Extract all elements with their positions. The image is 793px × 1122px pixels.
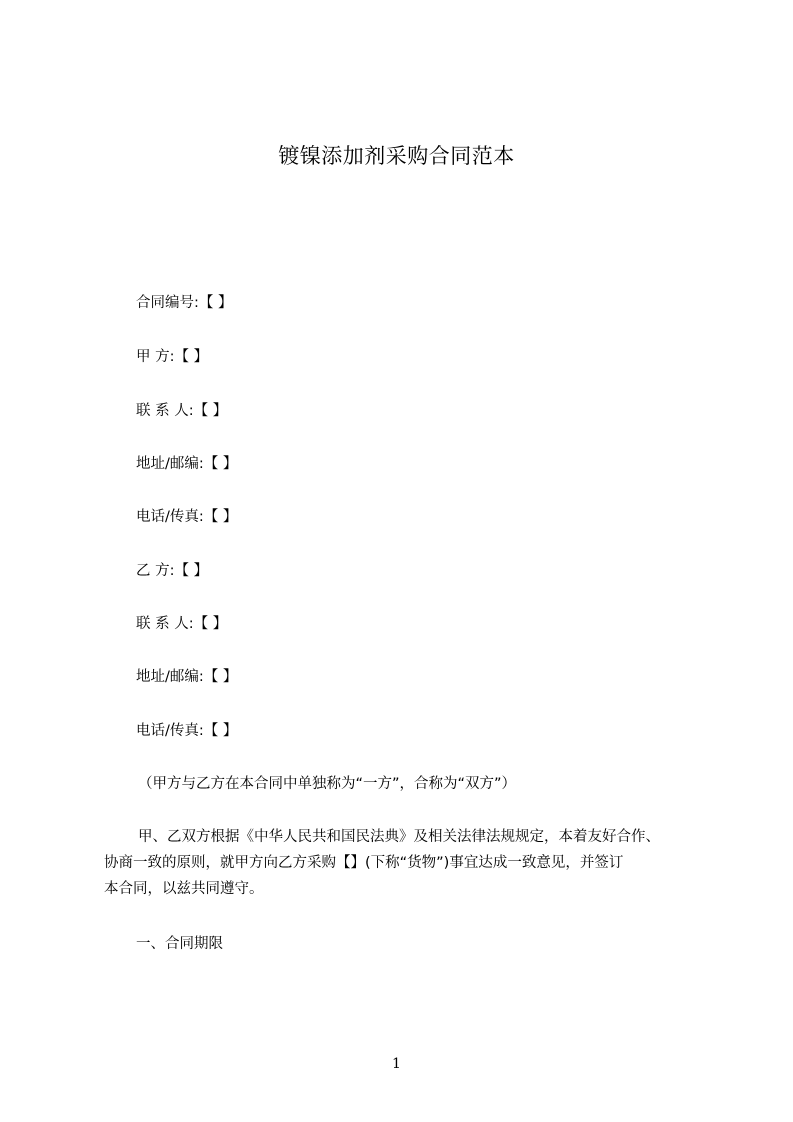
party-b-phone-field: 电话/传真:【 】: [136, 723, 238, 739]
party-b-field: 乙 方:【 】: [136, 563, 209, 579]
section-heading: 一、合同期限: [136, 936, 223, 952]
party-b-contact-field: 联 系 人:【 】: [136, 616, 228, 632]
paragraph-line: 本合同，以兹共同遵守。: [104, 881, 264, 897]
party-b-address-field: 地址/邮编:【 】: [136, 669, 238, 685]
intro-paragraph: [104, 824, 724, 902]
paragraph-line: 甲、乙双方根据《中华人民共和国民法典》及相关法律法规规定，本着友好合作、: [138, 829, 660, 845]
party-a-contact-field: 联 系 人:【 】: [136, 403, 228, 419]
contract-number-field: 合同编号:【 】: [136, 295, 233, 311]
party-a-phone-field: 电话/传真:【 】: [136, 509, 238, 525]
party-a-field: 甲 方:【 】: [136, 349, 209, 365]
parties-note: （甲方与乙方在本合同中单独称为“一方”，合称为“双方”）: [138, 776, 517, 792]
paragraph-line: 协商一致的原则，就甲方向乙方采购【】(下称“货物”)事宜达成一致意见，并签订: [104, 855, 624, 871]
document-title: 镀镍添加剂采购合同范本: [278, 144, 515, 168]
page-number: 1: [392, 1056, 401, 1072]
party-a-address-field: 地址/邮编:【 】: [136, 456, 238, 472]
